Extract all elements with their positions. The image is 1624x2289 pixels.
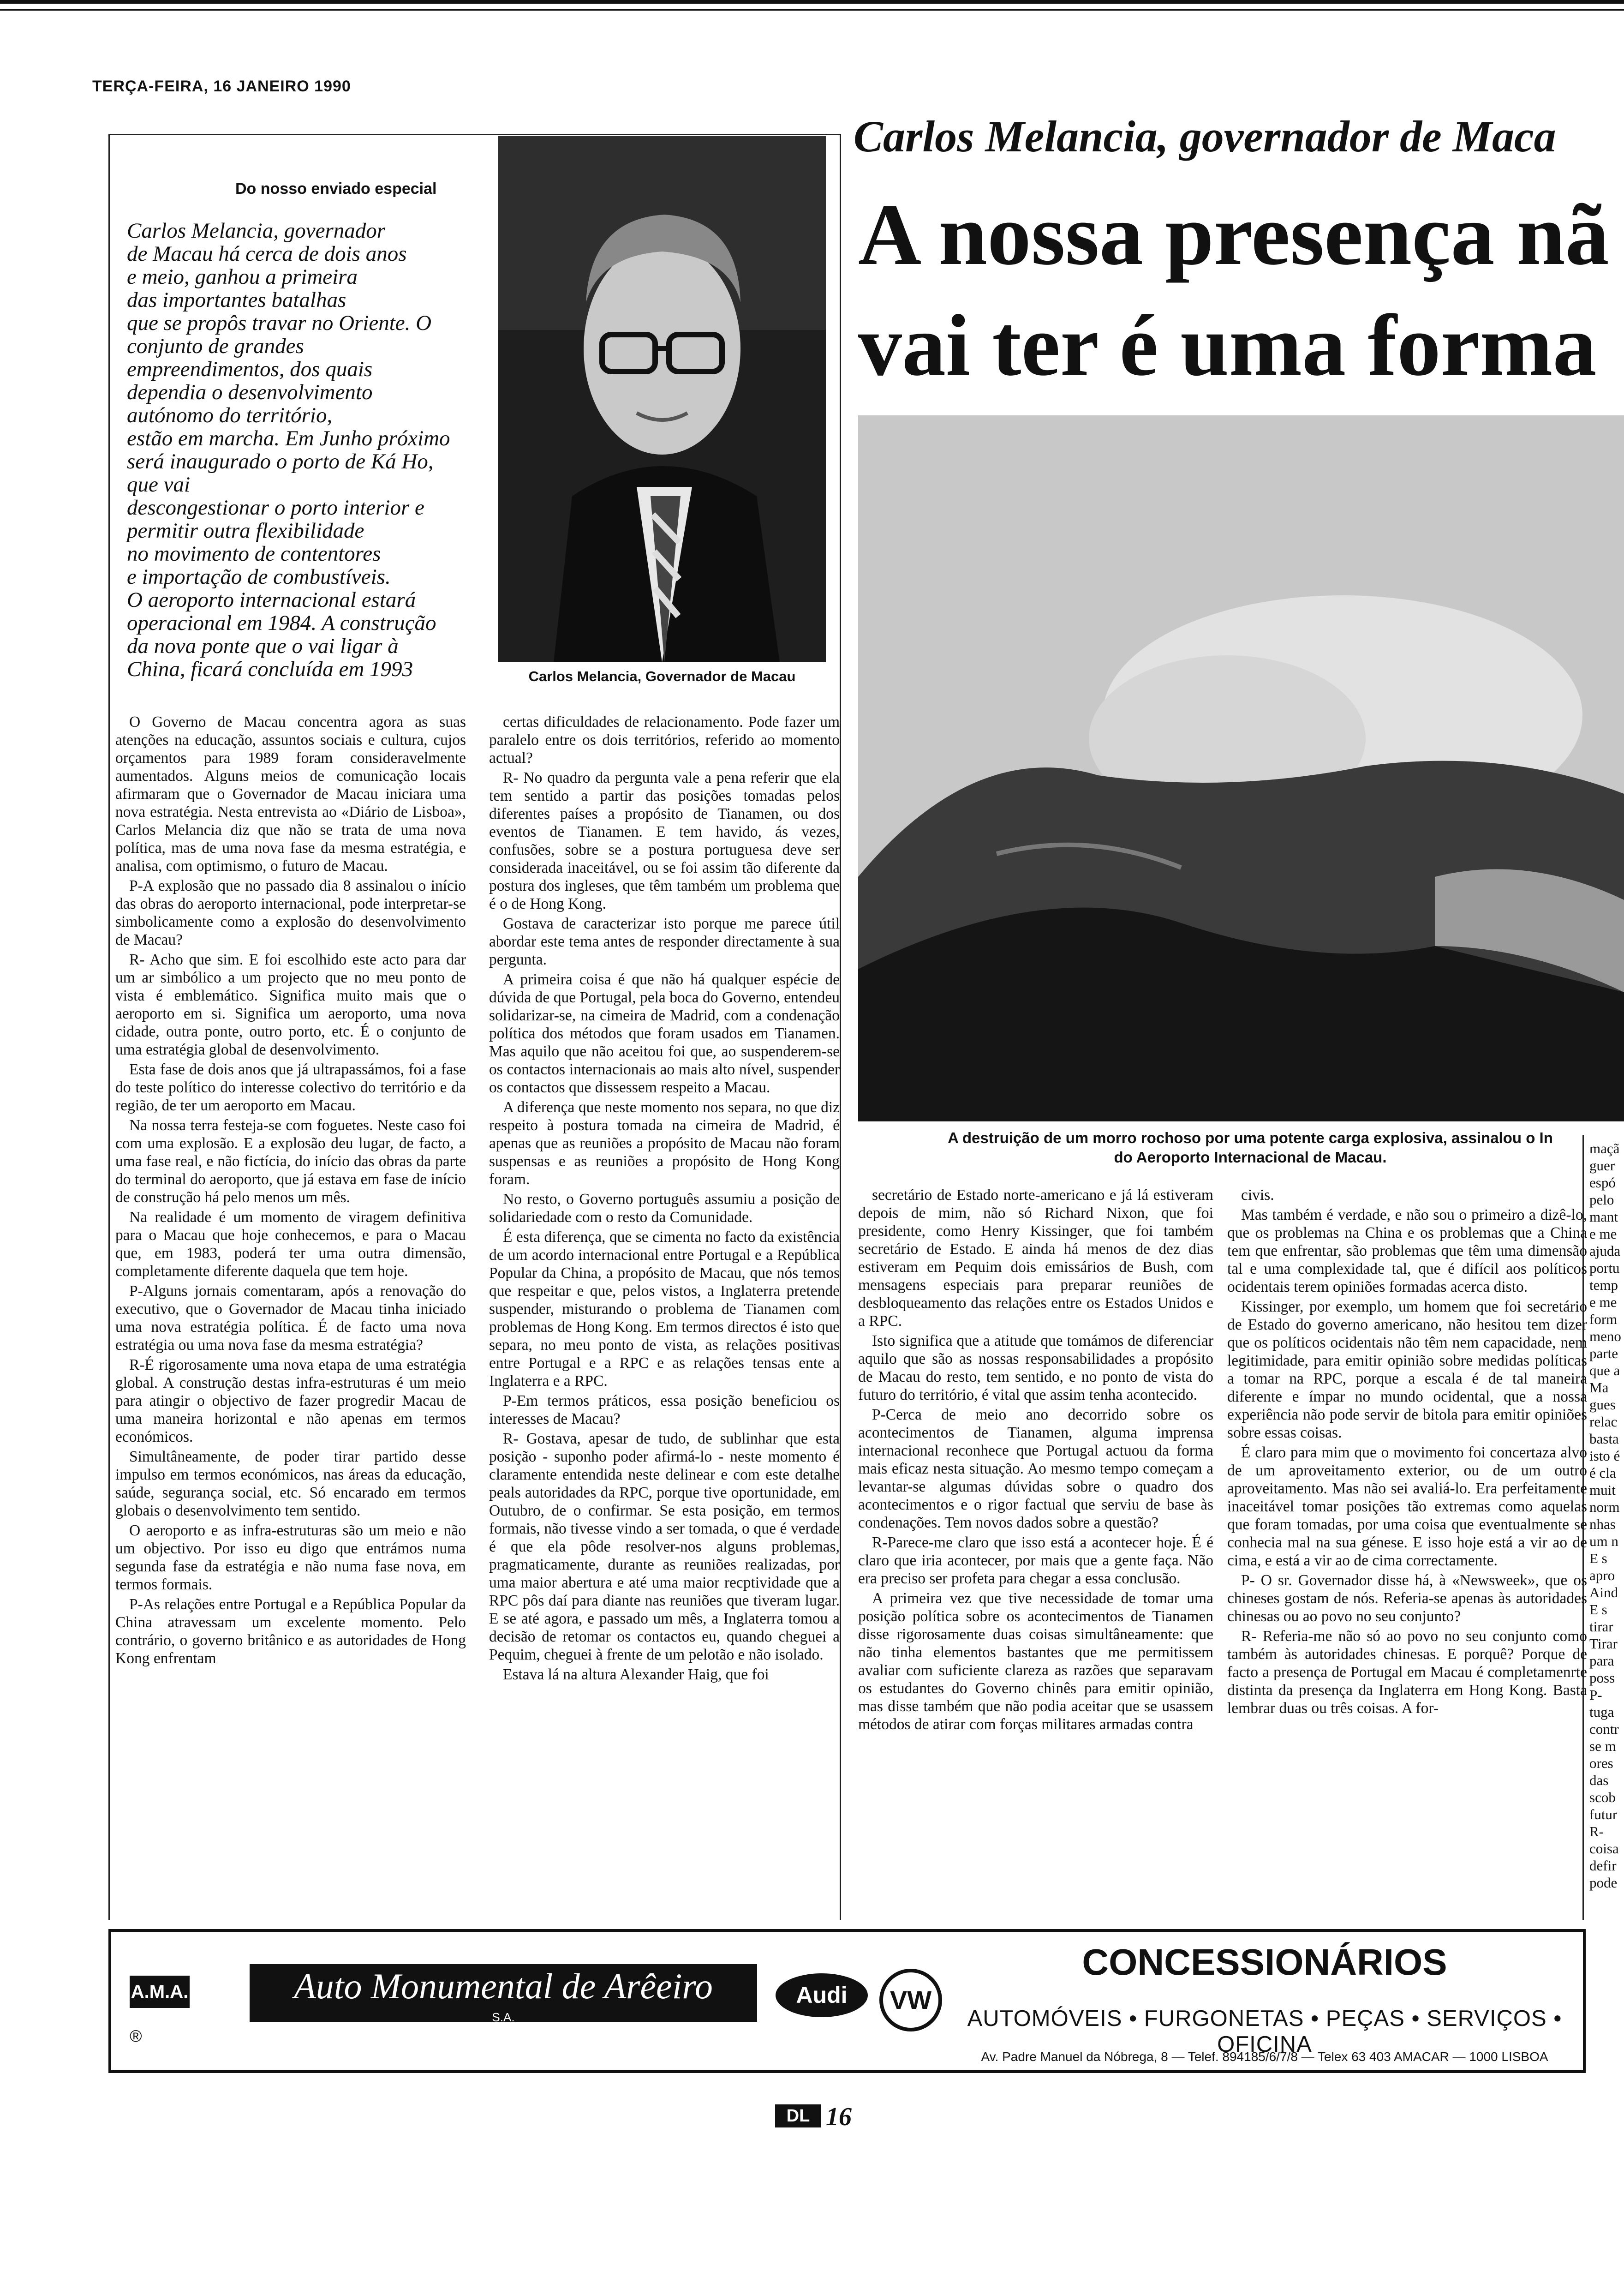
paragraph: P-A explosão que no passado dia 8 assinalou o início das obras do aeroporto internacional, pode interpretar-se simbolicamente como a explosão do desenvolvimento de Macau? <box>115 877 466 948</box>
paragraph: No resto, o Governo português assumiu a posição de solidariedade com o resto da Comunidade. <box>489 1191 840 1226</box>
intro-line: da nova ponte que o vai ligar à <box>127 634 399 658</box>
registered-mark: ® <box>130 2026 142 2045</box>
cut-line-fragment: E s <box>1589 1550 1607 1566</box>
paragraph: civis. <box>1241 1186 1274 1204</box>
vw-logo: VW <box>879 1969 942 2031</box>
cut-line-fragment: coisa <box>1589 1840 1619 1857</box>
intro-line: dependia o desenvolvimento <box>127 380 373 404</box>
paragraph: O aeroporto e as infra-estruturas são um meio e não um objectivo. Por isso eu digo que entrámos numa segunda fase da estratégia e não numa fase nova, em termos formais. <box>115 1522 466 1593</box>
paragraph: É claro para mim que o movimento foi concertaza alvo de um aproveitamento exterior, ou de um outro aproveitamento. Mas não sei avaliá-lo. Era perfeitamente inaceitável tomar posições tão extremas como aquelas que foram tomadas, por uma coisa que eventualmente se conhecia mal na sua génese. E isso hoje está a vir ao de cima, e está a vir ao de cima correctamente. <box>1227 1444 1587 1569</box>
page-date: TERÇA-FEIRA, 16 JANEIRO 1990 <box>92 78 351 95</box>
cut-line-fragment: pode <box>1589 1875 1618 1891</box>
cut-line-fragment: norm <box>1589 1499 1620 1515</box>
cut-line-fragment: gues <box>1589 1396 1616 1413</box>
portrait-caption: Carlos Melancia, Governador de Macau <box>528 668 796 684</box>
cut-line-fragment: um n <box>1589 1533 1618 1549</box>
cut-line-fragment: guer <box>1589 1157 1615 1174</box>
cut-line-fragment: R- <box>1589 1823 1604 1840</box>
paragraph: Isto significa que a atitude que tomámos de diferenciar aquilo que são as nossas responsabilidades a propósito de Macau do resto, tem sentido, e no ponto de vista do futuro do território, é vital que assim tenha acontecido. <box>858 1332 1213 1403</box>
cut-line-fragment: form <box>1589 1311 1618 1327</box>
paragraph: Estava lá na altura Alexander Haig, que foi <box>503 1666 769 1683</box>
cut-line-fragment: E s <box>1589 1601 1607 1618</box>
dealer-advertisement <box>108 1929 1586 2073</box>
cut-line-fragment: maçã <box>1589 1140 1620 1156</box>
cut-line-fragment: futur <box>1589 1806 1618 1822</box>
paragraph: P-Cerca de meio ano decorrido sobre os acontecimentos de Tianamen, alguma imprensa internacional reconhece que Portugal actuou da forma mais eficaz nesta situação. Ao mesmo tempo começam a levantar-se algumas dúvidas sobre o quadro dos acontecimentos e o rigor factual que serviu de base às condenações. Tem novos dados sobre a questão? <box>858 1406 1213 1531</box>
intro-line: e meio, ganhou a primeira <box>127 265 358 289</box>
ad-title: CONCESSIONÁRIOS <box>1082 1941 1447 1983</box>
cut-line-fragment: nhas <box>1589 1516 1616 1532</box>
paragraph: Simultâneamente, de poder tirar partido desse impulso em termos económicos, nas áreas da educação, saúde, segurança social, etc. Só encarado em termos globais o desenvolvimento tem sentido. <box>115 1448 466 1519</box>
cut-line-fragment: scob <box>1589 1789 1616 1805</box>
paragraph: Kissinger, por exemplo, um homem que foi secretário de Estado do governo americano, não hesitou tem dizer que os políticos ocidentais não têm nem capacidade, nem legitimidade, para emitir opinião sobre medidas políticas a tomar na RPC, porque a escala é de tal maneira diferente e ímpar no mundo ocidental, que a nossa experiência não pode servir de bitola para emitir opiniões sobre essas coisas. <box>1227 1298 1587 1441</box>
intro-line: de Macau há cerca de dois anos <box>127 242 407 266</box>
ad-address: Av. Padre Manuel da Nóbrega, 8 — Telef. 894185/6/7/8 — Telex 63 403 AMACAR — 1000 LISBOA <box>981 2049 1548 2064</box>
brand-script-logo: Auto Monumental de Arêeiro <box>250 1964 757 2022</box>
portrait-image <box>498 136 826 662</box>
paragraph: Gostava de caracterizar isto porque me parece útil abordar este tema antes de responder directamente à sua pergunta. <box>489 915 840 968</box>
paragraph: A primeira coisa é que não há qualquer espécie de dúvida de que Portugal, pela boca do Governo, entendeu solidarizar-se, na cimeira de Madrid, com a condenação política dos métodos que foram usados em Tianamen. Mas aquilo que não aceitou foi que, ao suspenderem-se os contactos internacionais ao mais alto nível, suspender os contactos que dissessem respeito a Macau. <box>489 971 840 1096</box>
cut-line-fragment: tuga <box>1589 1704 1614 1720</box>
paragraph: É esta diferença, que se cimenta no facto da existência de um acordo internacional entre Portugal e a República Popular da China, a propósito de Macau, que nós temos que respeitar e que, pelos vistos, a Inglaterra pretende suspender, misturando o problema de Tianamen com problemas de Hong Kong. Em termos directos é isto que separa, no meu ponto de vista, as relações positivas entre Portugal e a RPC e as relações tensas ente a Inglaterra e a RPC. <box>489 1228 840 1390</box>
paragraph: P-As relações entre Portugal e a República Popular da China atravessam um excelente momento. Pelo contrário, o governo britânico e as autoridades de Hong Kong enfrentam <box>115 1596 466 1667</box>
headline-line-2: vai ter é uma forma <box>858 297 1597 394</box>
portrait-photo <box>498 136 826 662</box>
paragraph: A diferença que neste momento nos separa, no que diz respeito à postura tomada na cimeira de Madrid, é apenas que as reuniões a propósito de Macau não foram suspensas e as reuniões a propósito de Hong Kong foram. <box>489 1099 840 1188</box>
cut-line-fragment: P- <box>1589 1687 1602 1703</box>
paragraph: secretário de Estado norte-americano e já lá estiveram depois de mim, não só Richard Nixon, que foi presidente, como Henry Kissinger, que foi também secretário de Estado. E ainda há menos de dez dias estiveram em Pequim dois emissários de Bush, com mensagens especiais para preparar reuniões de desbloqueamento das relações entre os Estados Unidos e a RPC. <box>858 1186 1213 1330</box>
article-column-1 <box>115 713 466 1669</box>
intro-line: conjunto de grandes <box>127 334 304 358</box>
intro-line: será inaugurado o porto de Ká Ho, <box>127 449 434 473</box>
paragraph: Na realidade é um momento de viragem definitiva para o Macau que hoje conhecemos, e para o Macau que, em 1983, poderá ter uma outra dimensão, completamente diferente daquela que tem hoje. <box>115 1209 466 1280</box>
cut-line-fragment: tirar <box>1589 1618 1613 1635</box>
intro-line: Carlos Melancia, governador <box>127 219 386 243</box>
page-number: 16 <box>826 2103 852 2131</box>
cut-line-fragment: portu <box>1589 1260 1620 1276</box>
cut-line-fragment: poss <box>1589 1670 1615 1686</box>
intro-box-top-rule <box>108 134 840 135</box>
intro-line: autónomo do território, <box>127 403 333 427</box>
intro-line: China, ficará concluída em 1993 <box>127 657 413 681</box>
cut-line-fragment: Aind <box>1589 1584 1618 1600</box>
cut-line-fragment: muit <box>1589 1482 1616 1498</box>
paragraph: R- Acho que sim. E foi escolhido este acto para dar um ar simbólico a um projecto que no meu ponto de vista é emblemático. Significa muito mais que o aeroporto em si. Significa um aeroporto, uma nova cidade, outra ponte, outro porto, etc. É o conjunto de uma estratégia global de desenvolvimento. <box>115 951 466 1058</box>
intro-line: empreendimentos, dos quais <box>127 357 373 381</box>
paragraph: R- No quadro da pergunta vale a pena referir que ela tem sentido a partir das posições tomadas pelos diferentes países a propósito de Tianamen, ou dos eventos de Tianamen. E tem havido, ás vezes, confusões, sobre se a postura portuguesa deve ser considerada inaceitável, ou se foi assim tão diferente da postura dos ingleses, que têm também um problema que é o de Hong Kong. <box>489 769 840 912</box>
cut-line-fragment: pelo <box>1589 1192 1614 1208</box>
cut-line-fragment: contr <box>1589 1721 1619 1737</box>
cut-line-fragment: Ma <box>1589 1379 1609 1396</box>
headline-line-1: A nossa presença nã <box>858 186 1609 283</box>
cut-line-fragment: defir <box>1589 1858 1617 1874</box>
explosion-photo <box>858 415 1624 1121</box>
cut-line-fragment: relac <box>1589 1414 1618 1430</box>
audi-logo: Audi <box>776 1973 868 2017</box>
paragraph: Mas também é verdade, e não sou o primeiro a dizê-lo, que os problemas na China e os problemas que a China tem que enfrentar, são problemas que têm uma dimensão tal e uma complexidade tal, que é difícil aos políticos ocidentais terem opiniões formadas acerca disto. <box>1227 1206 1587 1295</box>
paragraph: Na nossa terra festeja-se com foguetes. Neste caso foi com uma explosão. E a explosão deu lugar, de facto, a uma fase real, e não fictícia, do início das obras da parte do terminal do aeroporto, que já estava em fase de início de construção há pelo menos um mês. <box>115 1117 466 1206</box>
cut-line-fragment: basta <box>1589 1431 1619 1447</box>
intro-line: estão em marcha. Em Junho próximo <box>127 426 450 450</box>
article-column-4 <box>1227 1186 1587 1719</box>
top-border-rule-thin <box>0 9 1624 11</box>
cut-line-fragment: temp <box>1589 1277 1618 1293</box>
intro-line: que se propôs travar no Oriente. O <box>127 311 432 335</box>
cut-line-fragment: e me <box>1589 1294 1617 1310</box>
cut-line-fragment: apro <box>1589 1567 1615 1583</box>
paragraph: R- Gostava, apesar de tudo, de sublinhar que esta posição - suponho poder afirmá-lo - neste momento é claramente entendida neste delinear e com este detalhe peals autoridades da RPC, porque tive oportunidade, em Outubro, de o confirmar. Se esta posição, em termos formais, não tivesse vindo a ser tomada, o que é verdade é que ela pôde resolver-nos alguns problemas, pragmaticamente, durante as reuniões realizadas, por uma maior abertura e até uma maior recptividade que a RPC pôs daí para diante nas reuniões que tiveram lugar. E se até agora, e passado um mês, a Inglaterra tomou a decisão de retomar os contactos eu, quando cheguei a Pequim, cheguei à frente de um pelotão e não isolado. <box>489 1430 840 1663</box>
intro-line: operacional em 1984. A construção <box>127 611 436 635</box>
cut-line-fragment: ores <box>1589 1755 1613 1771</box>
cut-line-fragment: e me <box>1589 1226 1617 1242</box>
cut-line-fragment: meno <box>1589 1328 1621 1344</box>
byline: Do nosso enviado especial <box>235 180 437 198</box>
paragraph: P- O sr. Governador disse há, à «Newsweek», que os chineses gostam de nós. Referia-se apenas às autoridades chinesas ou ao povo no seu conjunto? <box>1227 1572 1587 1625</box>
intro-line: e importação de combustíveis. <box>127 565 391 589</box>
intro-line: descongestionar o porto interior e <box>127 496 424 520</box>
intro-line: no movimento de contentores <box>127 542 381 566</box>
photo-caption-line-1: A destruição de um morro rochoso por uma potente carga explosiva, assinalou o In <box>948 1129 1553 1146</box>
paragraph: R-Parece-me claro que isso está a acontecer hoje. É é claro que iria acontecer, por mais que a gente faça. Não era preciso ser profeta para chegar a essa conclusão. <box>858 1534 1213 1587</box>
intro-line: das importantes batalhas <box>127 288 346 312</box>
middle-column-rule <box>840 134 841 1920</box>
left-column-rule <box>108 134 110 1920</box>
paragraph: P-Alguns jornais comentaram, após a renovação do executivo, que o Governador de Macau tinha iniciado uma nova estratégia política. É de facto uma nova estratégia ou uma nova fase da mesma estratégia? <box>115 1282 466 1354</box>
intro-line: permitir outra flexibilidade <box>127 519 364 543</box>
cut-line-fragment: mant <box>1589 1209 1618 1225</box>
cut-line-fragment: isto é <box>1589 1448 1620 1464</box>
cut-line-fragment: espó <box>1589 1174 1616 1191</box>
intro-line: que vai <box>127 473 191 497</box>
paragraph: A primeira vez que tive necessidade de tomar uma posição política sobre os acontecimentos de Tianamen disse rigorosamente duas coisas simultâneamente: que não tinha elementos bastantes que me permitissem avaliar com suficiente clareza as razões que separavam os estudantes do Governo chinês para emitir opinião, mas disse também que não podia aceitar que se usassem métodos de atirar com forças militares armadas contra <box>858 1590 1213 1733</box>
article-column-3 <box>858 1186 1213 1735</box>
intro-lead <box>127 219 491 681</box>
cut-line-fragment: que a <box>1589 1362 1620 1378</box>
paragraph: O Governo de Macau concentra agora as suas atenções na educação, assuntos sociais e cultura, cujos orçamentos para 1989 foram consideravelmente aumentados. Alguns meios de comunicação locais afirmaram que o Governador de Macau iniciara uma nova estratégia. Nesta entrevista ao «Diário de Lisboa», Carlos Melancia diz que não se trata de uma nova política, mas de uma nova fase da mesma estratégia, e analisa, com optimismo, o futuro de Macau. <box>115 713 466 875</box>
brand-sa: S.A. <box>492 2010 515 2024</box>
cut-line-fragment: parte <box>1589 1345 1618 1361</box>
photo-caption-line-2: do Aeroporto Internacional de Macau. <box>1114 1149 1387 1166</box>
article-column-2 <box>489 713 840 1685</box>
paragraph: R-É rigorosamente uma nova etapa de uma estratégia global. A construção destas infra-estruturas é um meio para atingir o objectivo de fazer progredir Macau de uma maneira horizontal e não apenas em termos económicos. <box>115 1356 466 1445</box>
photo-caption <box>877 1128 1624 1167</box>
explosion-image <box>858 415 1624 1121</box>
newspaper-logo: DL <box>775 2104 821 2127</box>
cut-line-fragment: se m <box>1589 1738 1616 1754</box>
ad-services: AUTOMÓVEIS • FURGONETAS • PEÇAS • SERVIÇOS • OFICINA <box>967 2006 1562 2057</box>
intro-line: O aeroporto internacional estará <box>127 588 416 612</box>
paragraph: P-Em termos práticos, essa posição beneficiou os interesses de Macau? <box>489 1392 840 1427</box>
paragraph: Esta fase de dois anos que já ultrapassámos, foi a fase do teste político do interesse colectivo do território e da região, de ter um aeroporto em Macau. <box>115 1061 466 1114</box>
article-kicker: Carlos Melancia, governador de Maca <box>854 112 1556 161</box>
cut-line-fragment: Tirar <box>1589 1636 1618 1652</box>
cut-line-fragment: ajuda <box>1589 1243 1621 1259</box>
cut-line-fragment: das <box>1589 1772 1609 1788</box>
article-column-5-cut <box>1589 1140 1624 1891</box>
top-border-rule <box>0 0 1624 4</box>
cut-line-fragment: para <box>1589 1653 1614 1669</box>
ama-logo: A.M.A. <box>130 1976 190 2008</box>
paragraph: R- Referia-me não só ao povo no seu conjunto como também às autoridades chinesas. E porquê? Porque de facto a presença de Portugal em Macau é completamenrte distinta da presença da Inglaterra em Hong Kong. Basta lembrar duas ou três coisas. A for- <box>1227 1628 1587 1717</box>
cut-line-fragment: é cla <box>1589 1465 1616 1481</box>
paragraph: certas dificuldades de relacionamento. Pode fazer um paralelo entre os dois territórios, referido ao momento actual? <box>489 713 840 767</box>
